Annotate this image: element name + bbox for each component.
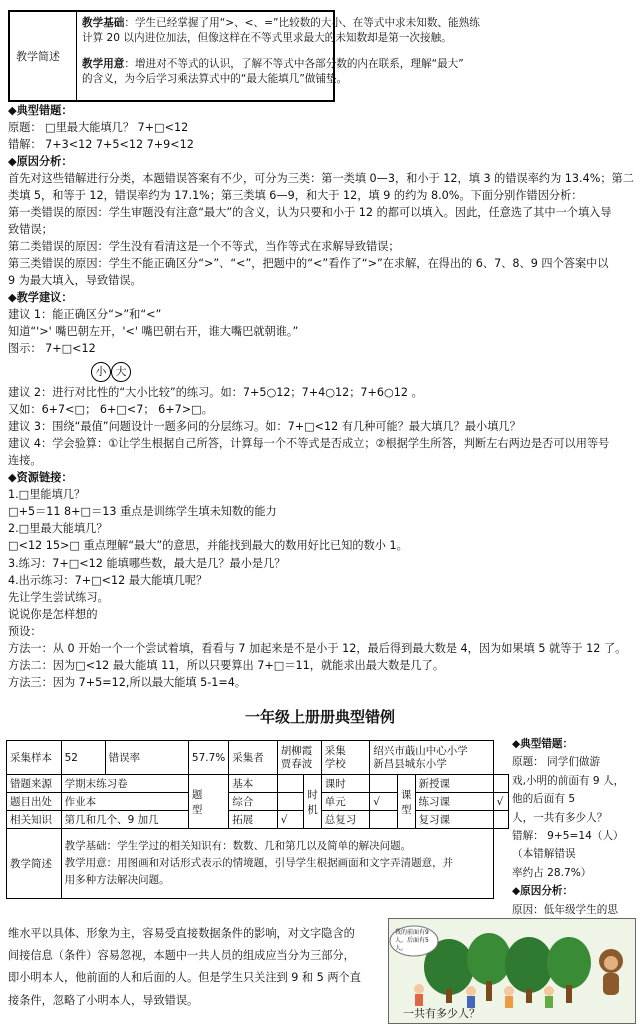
text-line: □<12 15>□ 重点理解“最大”的意思，并能找到最大的数用好比已知的数小 1。 (8, 539, 408, 553)
section-heading: ◆原因分析： (8, 155, 73, 168)
cell (277, 793, 303, 811)
text-line: （本错解错误 (512, 848, 576, 861)
cell (304, 775, 322, 829)
cell (398, 775, 416, 829)
section-heading: ◆资源链接： (8, 471, 73, 485)
cell (188, 775, 228, 829)
text-line: □+5＝11 8+□＝13 重点是训练学生填未知数的能力 (8, 505, 277, 519)
text-line: 类填 5，和等于 12，错误率约为 17.1%；第三类填 6—9，和大于 12，填 9 的约为 8.0%。下面分别作错因分析： (8, 189, 583, 202)
text-line: 又如：6+7<□； 6+□<7； 6+7>□。 (8, 403, 213, 417)
cell: 错误率 (105, 741, 188, 775)
basis-title: 教学基础 (82, 17, 125, 29)
r5-line1: 教学基础：学生学过的相关知识有：数数、几和第几以及简单的解决问题。 (64, 840, 412, 852)
circle-small: 小 (91, 362, 111, 382)
illustration-caption: 一共有多少人？ (403, 1007, 480, 1020)
cell-text: 型 (191, 803, 203, 816)
cell: 57.7% (188, 741, 228, 775)
text-line: 第一类错误的原因：学生审题没有注意“最大”的含义，认为只要和小于 12 的都可以填入。因此，任意选了其中一个填入导 (8, 206, 612, 219)
text-line: 错解： 9+5=14（人） (512, 830, 624, 842)
cell: 课时 (321, 775, 370, 793)
cell: 绍兴市蕺山中心小学 新昌县城东小学 (370, 741, 493, 775)
cell: 复习课 (415, 811, 493, 829)
text-line: 第二类错误的原因：学生没有看清这是一个不等式，当作等式在求解导致错误； (8, 240, 400, 253)
text-line: 原题： □里最大能填几？ 7+□<12 (8, 121, 189, 134)
text-line: 他的后面有 5 (512, 793, 576, 806)
section-heading: ◆典型错题： (512, 738, 574, 750)
cell: 第几和几个、9 加几 (61, 811, 188, 829)
illustration (388, 918, 636, 1024)
text-line: 图示： 7+□<12 (8, 342, 96, 355)
cell-text: 时 (307, 788, 318, 801)
text-line: 知道“'>' 嘴巴朝左开，'<' 嘴巴朝右开，谁大嘴巴就朝谁。” (8, 325, 299, 338)
text-line: 首先对这些错解进行分类，本题错误答案有不少，可分为三类：第一类填 0—3，和小于 12，填 3 的错误率约为 13.4%；第二 (8, 172, 634, 185)
text-line: 2.□里最大能填几？ (8, 522, 108, 536)
text-line: 建议 1：能正确区分“>”和“<” (8, 308, 162, 321)
cell: √ (277, 811, 303, 829)
use-text2: 的含义，为今后学习乘法算式中的“最大能填几”做铺垫。 (82, 73, 348, 85)
cell: 拓展 (229, 811, 278, 829)
use-text: ：增进对不等式的认识，了解不等式中各部分数的内在联系，理解“最大” (124, 58, 464, 70)
text-line: 先让学生尝试练习。 (8, 590, 109, 604)
cell: 单元 (321, 793, 370, 811)
text-line: 率约占 28.7%） (512, 866, 592, 879)
cell: 错题来源 (7, 775, 62, 793)
cell-text: 题 (191, 788, 203, 801)
cell (61, 829, 493, 899)
r5-line2: 教学用意：用图画和对话形式表示的情境题，引导学生根据画面和文字弄清题意，并 (64, 857, 454, 869)
cell (370, 775, 398, 793)
text-line: 人，一共有多少人？ (512, 811, 608, 824)
basis-text2: 计算 20 以内进位加法，但像这样在不等式里求最大的未知数却是第一次接触。 (82, 32, 452, 44)
text-line: 3.练习：7+□<12 能填哪些数，最大是几？最小是几？ (8, 556, 286, 570)
section-heading: ◆教学建议： (8, 291, 73, 304)
cell: 52 (61, 741, 105, 775)
top-summary-body (82, 16, 480, 87)
text-line: 戏,小明的前面有 9 人， (512, 774, 625, 787)
cell: 基本 (229, 775, 278, 793)
cell: 作业本 (61, 793, 188, 811)
cell-text: 型 (401, 803, 412, 816)
text-line: 接条件，忽略了小明本人，导致错误。 (8, 993, 199, 1007)
text-line: 方法三：因为 7+5=12,所以最大能填 5-1=4。 (8, 675, 247, 689)
text-line: 连接。 (8, 454, 42, 468)
table-row (7, 829, 509, 899)
text-line: 说说你是怎样想的 (8, 607, 98, 621)
text-line: 方法一：从 0 开始一个一个尝试着填，看看与 7 加起来是不是小于 12，最后得到最大数是 4，因为如果填 5 就等于 12 了。 (8, 641, 627, 655)
cell: √ (493, 793, 508, 811)
section-title: 一年级上册册典型错例 (244, 708, 395, 726)
r5-line3: 用多种方法解决问题。 (64, 874, 170, 886)
text-line: 1.□里能填几？ (8, 488, 86, 502)
table-row (7, 741, 509, 775)
error-case-table (6, 740, 509, 899)
cell: 练习课 (415, 793, 493, 811)
text-line: 原因：低年级学生的思 (512, 903, 618, 916)
text-line: 致错误； (8, 223, 53, 236)
cell (277, 775, 303, 793)
table-row (7, 775, 509, 793)
text-line: 预设： (8, 624, 42, 638)
cell: 新授课 (415, 775, 493, 793)
text-line: 方法二：因为□<12 最大能填 11，所以只要算出 7+□＝11，就能求出最大数是几了。 (8, 658, 445, 672)
cell: 采集者 (229, 741, 278, 775)
circle-big: 大 (111, 362, 131, 382)
text-line: 建议 2：进行对比性的“大小比较”的练习。如：7+5○12；7+4○12；7+6○12 。 (8, 386, 423, 399)
text-line: 错解： 7+3<12 7+5<12 7+9<12 (8, 138, 194, 151)
text-line: 即小明本人，他前面的人和后面的人。但是学生只关注到 9 和 5 两个直 (8, 971, 361, 985)
cell: 采集样本 (7, 741, 62, 775)
cell: 胡柳霞 贾春波 (277, 741, 321, 775)
cell: 总复习 (321, 811, 370, 829)
text-line: 原题： 同学们做游 (512, 756, 601, 769)
text-line: 建议 3：围绕“最值”问题设计一题多问的分层练习。如：7+□<12 有几种可能？最大填几？最小填几？ (8, 420, 521, 434)
cell (493, 775, 508, 793)
cell: 学期末练习卷 (61, 775, 188, 793)
section-heading: ◆典型错题： (8, 104, 73, 117)
use-title: 教学用意 (82, 58, 125, 70)
cell: 教学简述 (7, 829, 62, 899)
cell (493, 811, 508, 829)
cell: 相关知识 (7, 811, 62, 829)
cell-text: 机 (307, 803, 318, 816)
text-line: 间接信息（条件）容易忽视，本题中一共人员的组成应当分为三部分， (8, 949, 355, 963)
speech-bubble-text: 我的前面有9人，后面有5人。 (395, 929, 429, 952)
basis-text: ：学生已经掌握了用“>、<、=”比较数的大小、在等式中求未知数、能熟练 (124, 17, 480, 29)
text-line: 4.出示练习：7+□<12 最大能填几呢？ (8, 573, 208, 587)
text-line: 第三类错误的原因：学生不能正确区分“>”、“<”，把题中的“<”看作了“>”在求解，在得出的 6、7、8、9 四个答案中以 (8, 257, 609, 270)
cell: 采集 学校 (321, 741, 370, 775)
table-row (7, 811, 509, 829)
divider (76, 12, 77, 100)
cell (370, 811, 398, 829)
text-line: 维水平以具体、形象为主，容易受直接数据条件的影响，对文字隐含的 (8, 927, 355, 940)
cell: 题目出处 (7, 793, 62, 811)
cell: √ (370, 793, 398, 811)
top-summary-box (8, 10, 480, 102)
cell: 综合 (229, 793, 278, 811)
table-row (7, 793, 509, 811)
top-summary-label: 教学简述 (16, 50, 60, 63)
section-heading: ◆原因分析： (512, 885, 574, 898)
cell-text: 课 (401, 788, 412, 801)
text-line: 建议 4：学会验算：①让学生根据自己所答，计算每一个不等式是否成立；②根据学生所答，判断左右两边是否可以用等号 (8, 437, 610, 451)
text-line: 9 为最大填入，导致错误。 (8, 274, 142, 287)
